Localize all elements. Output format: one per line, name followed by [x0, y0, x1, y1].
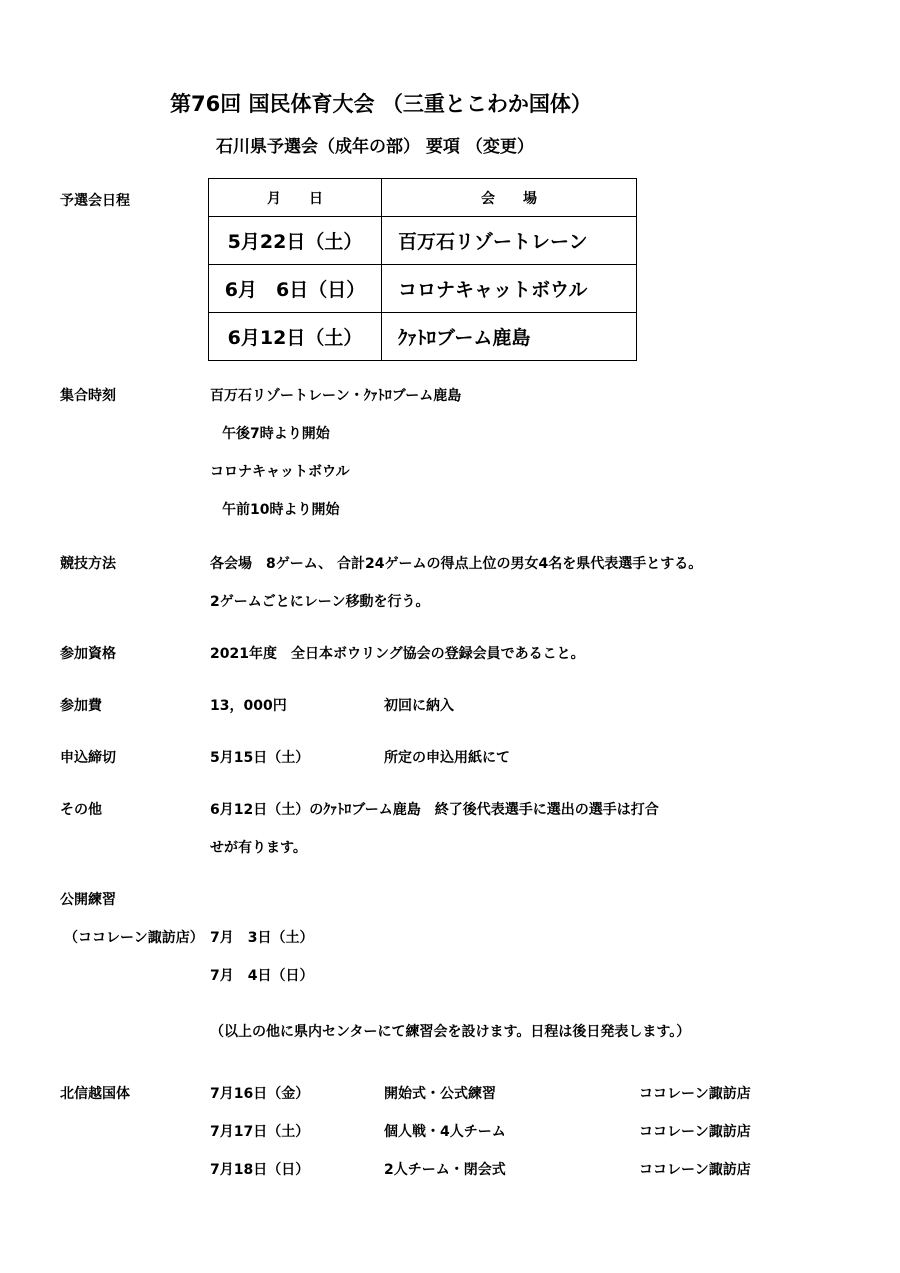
fee-note: 初回に納入 — [384, 698, 454, 714]
column-header-venue: 会 場 — [382, 179, 637, 217]
other-label: その他 — [60, 802, 102, 818]
assembly-time-2: 午前10時より開始 — [222, 502, 340, 518]
hokushinetsu-venue: ココレーン諏訪店 — [639, 1086, 751, 1102]
hokushinetsu-event: 個人戦・4人チーム — [384, 1124, 506, 1140]
hokushinetsu-label: 北信越国体 — [60, 1086, 130, 1102]
practice-date-2: 7月 4日（日） — [210, 968, 314, 984]
hokushinetsu-event: 開始式・公式練習 — [384, 1086, 496, 1102]
hokushinetsu-date: 7月16日（金） — [210, 1086, 310, 1102]
method-text-1: 各会場 8ゲーム、 合計24ゲームの得点上位の男女4名を県代表選手とする。 — [210, 556, 703, 572]
assembly-label: 集合時刻 — [60, 388, 116, 404]
practice-label: 公開練習 — [60, 892, 116, 908]
deadline-label: 申込締切 — [60, 750, 116, 766]
schedule-date: 5月22日（土） — [209, 217, 382, 265]
hokushinetsu-date: 7月18日（日） — [210, 1162, 310, 1178]
schedule-table — [208, 178, 637, 361]
other-text-1: 6月12日（土）のｸｧﾄﾛブーム鹿島 終了後代表選手に選出の選手は打合 — [210, 802, 659, 818]
assembly-time-1: 午後7時より開始 — [222, 426, 330, 442]
schedule-venue: コロナキャットボウル — [382, 265, 637, 313]
assembly-venues-1: 百万石リゾートレーン・ｸｧﾄﾛブーム鹿島 — [210, 388, 462, 404]
hokushinetsu-event: 2人チーム・閉会式 — [384, 1162, 506, 1178]
schedule-venue: 百万石リゾートレーン — [382, 217, 637, 265]
fee-amount: 13，000円 — [210, 698, 287, 714]
deadline-note: 所定の申込用紙にて — [384, 750, 510, 766]
hokushinetsu-venue: ココレーン諏訪店 — [639, 1124, 751, 1140]
eligibility-label: 参加資格 — [60, 646, 116, 662]
schedule-header-row — [209, 179, 637, 217]
practice-date-1: 7月 3日（土） — [210, 930, 314, 946]
schedule-venue: ｸｧﾄﾛブーム鹿島 — [382, 313, 637, 361]
assembly-venues-2: コロナキャットボウル — [210, 464, 350, 480]
hokushinetsu-venue: ココレーン諏訪店 — [639, 1162, 751, 1178]
schedule-date: 6月12日（土） — [209, 313, 382, 361]
practice-venue: （ココレーン諏訪店） — [64, 930, 204, 946]
page-title: 第76回 国民体育大会 （三重とこわか国体） — [170, 92, 592, 116]
practice-note: （以上の他に県内センターにて練習会を設けます。日程は後日発表します。） — [210, 1024, 691, 1040]
schedule-label: 予選会日程 — [60, 193, 130, 209]
method-text-2: 2ゲームごとにレーン移動を行う。 — [210, 594, 430, 610]
table-row — [209, 265, 637, 313]
fee-label: 参加費 — [60, 698, 102, 714]
column-header-date: 月 日 — [209, 179, 382, 217]
eligibility-text: 2021年度 全日本ボウリング協会の登録会員であること。 — [210, 646, 585, 662]
page-subtitle: 石川県予選会（成年の部） 要項 （変更） — [216, 137, 534, 157]
deadline-date: 5月15日（土） — [210, 750, 310, 766]
table-row — [209, 217, 637, 265]
schedule-date: 6月 6日（日） — [209, 265, 382, 313]
method-label: 競技方法 — [60, 556, 116, 572]
hokushinetsu-date: 7月17日（土） — [210, 1124, 310, 1140]
other-text-2: せが有ります。 — [210, 840, 307, 856]
table-row — [209, 313, 637, 361]
